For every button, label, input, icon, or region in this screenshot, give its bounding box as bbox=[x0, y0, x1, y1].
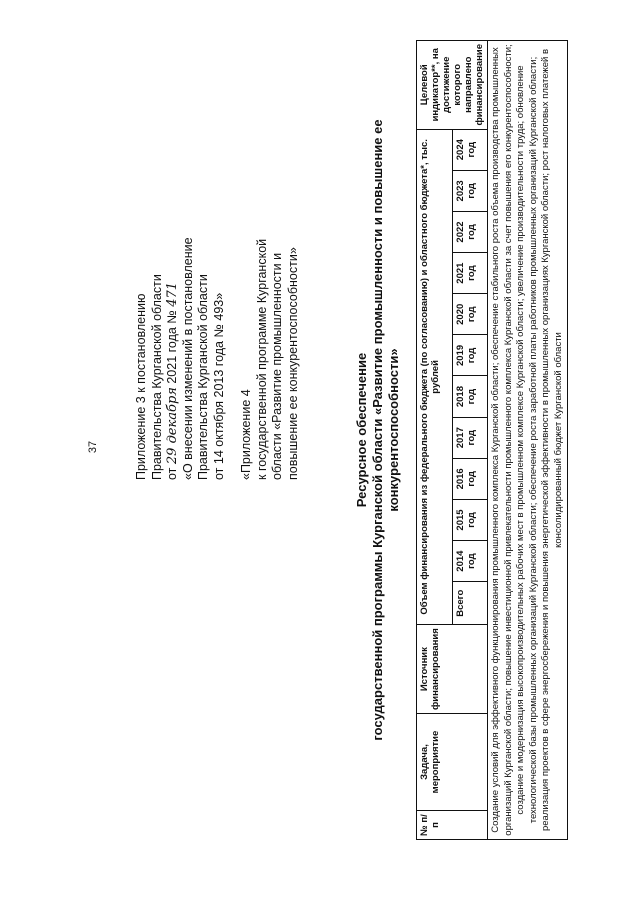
header-year: 2019 год bbox=[452, 335, 488, 376]
heading-line: Ресурсное обеспечение bbox=[354, 352, 369, 508]
header-year: 2014 год bbox=[452, 541, 488, 582]
program-appendix-line: «Приложение 4 bbox=[239, 389, 253, 480]
program-appendix-line: повышение ее конкурентоспособности» bbox=[285, 247, 300, 480]
header-year: 2016 год bbox=[452, 458, 488, 499]
handwritten-number: 471 bbox=[165, 281, 180, 307]
program-appendix-line: к государственной программе Курганской bbox=[254, 238, 269, 480]
header-total: Всего bbox=[452, 582, 488, 625]
header-year: 2023 год bbox=[452, 170, 488, 211]
header-year: 2018 год bbox=[452, 376, 488, 417]
header-indicator: Целевой индикатор**, на достижение которого направлено финансирование bbox=[417, 41, 488, 130]
appendix-line: «О внесении изменений в постановление bbox=[180, 237, 195, 480]
header-year: 2024 год bbox=[452, 129, 488, 170]
appendix-line: от 14 октября 2013 года № 493» bbox=[211, 292, 226, 480]
header-task: Задача, мероприятие bbox=[417, 714, 488, 811]
heading-line: конкурентоспособности» bbox=[386, 348, 401, 512]
resource-table bbox=[416, 40, 568, 840]
appendix-line: Приложение 3 к постановлению bbox=[134, 293, 148, 480]
table-header-row bbox=[417, 41, 453, 840]
table-row bbox=[488, 41, 568, 840]
header-volume: Объем финансирования из федерального бюджета (по согласованию) и областного бюджета*, тыс. рублей bbox=[417, 129, 453, 625]
program-appendix bbox=[239, 140, 301, 480]
appendix-line: Правительства Курганской области bbox=[149, 274, 164, 480]
appendix-date-line bbox=[165, 140, 181, 480]
header-source: Источник финансирования bbox=[417, 625, 488, 714]
date-prefix: от bbox=[165, 467, 179, 480]
date-year-text: 2021 года № bbox=[165, 310, 179, 384]
handwritten-date: 29 декабря bbox=[165, 387, 180, 465]
header-year: 2022 год bbox=[452, 211, 488, 252]
header-year: 2017 год bbox=[452, 417, 488, 458]
rotated-page-content bbox=[24, 0, 604, 880]
page-number: 37 bbox=[87, 440, 99, 454]
document-heading bbox=[354, 20, 402, 840]
heading-line: государственной программы Курганской области «Развитие промышленности и повышение ее bbox=[370, 119, 385, 741]
header-year: 2021 год bbox=[452, 253, 488, 294]
header-year: 2020 год bbox=[452, 294, 488, 335]
goals-description: Создание условий для эффективного функционирования промышленного комплекса Курганской области; обеспечение стабильного роста объема производства промышленных организаций Курганской области; повышение инвестиционной привлекательности промышленного комплекса Курганской области за счет повышения его конкурентоспособности; создание и модернизация высокопроизводительных рабочих мест в промышленном комплексе Курганской области; увеличение производительности труда; обновление технологической базы промышленных организаций Курганской области; обеспечение роста заработной платы работников промышленных организаций Курганской области; реализация проектов в сфере энергосбережения и повышения энергетической эффективности в промышленных организациях Курганской области; рост налоговых платежей в консолидированный бюджет Курганской области bbox=[488, 41, 568, 840]
header-year: 2015 год bbox=[452, 499, 488, 540]
header-number: № п/п bbox=[417, 811, 488, 840]
program-appendix-line: области «Развитие промышленности и bbox=[270, 252, 284, 480]
appendix-reference bbox=[134, 140, 301, 480]
appendix-line: Правительства Курганской области bbox=[196, 274, 210, 480]
